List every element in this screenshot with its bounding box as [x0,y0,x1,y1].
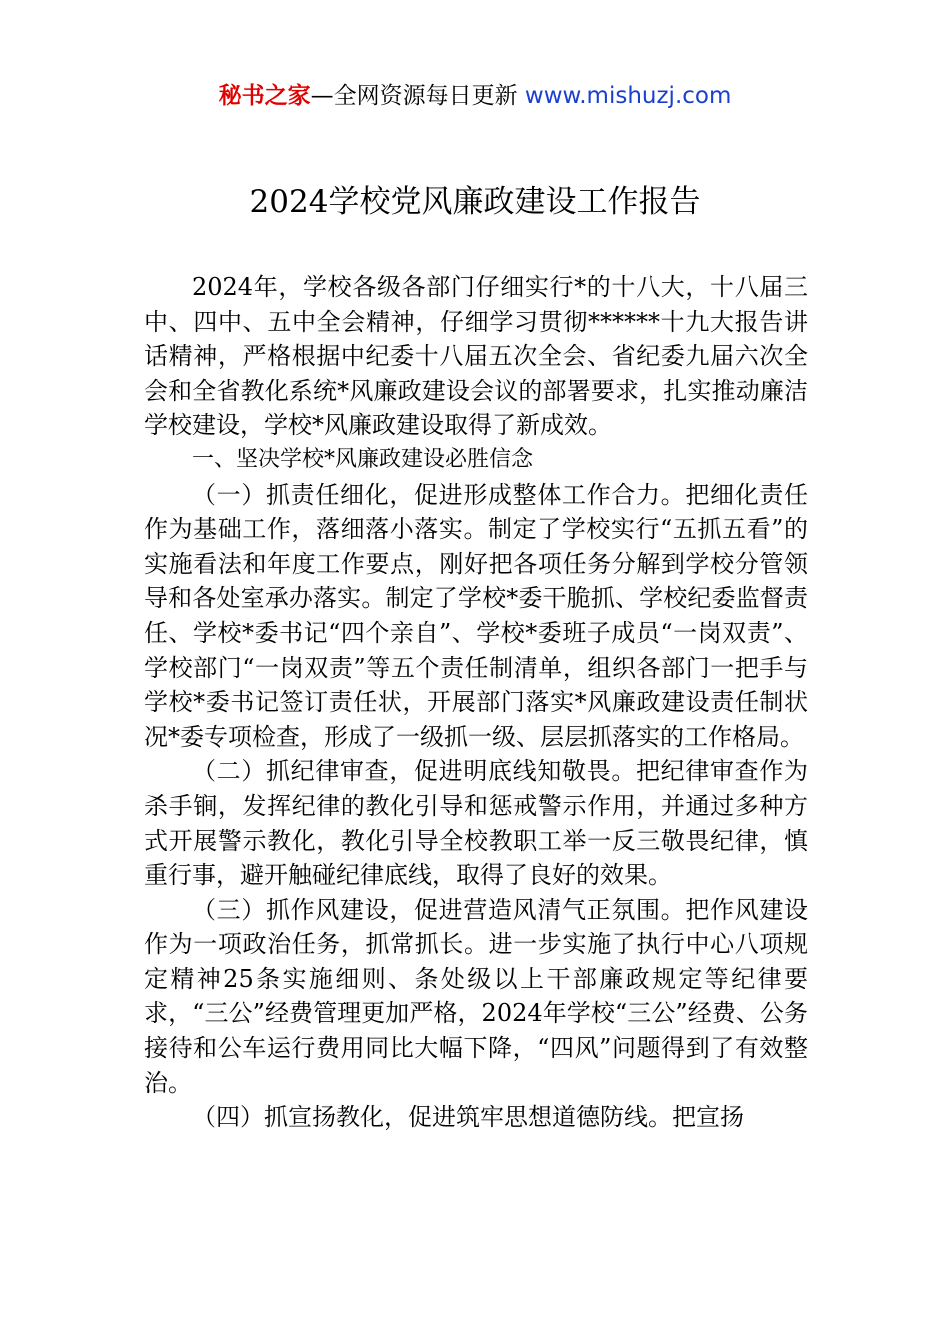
paragraph-work-style: （三）抓作风建设，促进营造风清气正氛围。把作风建设作为一项政治任务，抓常抓长。进一步实施了执行中心八项规定精神25条实施细则、条处级以上干部廉政规定等纪律要求，“三公”经费管理更加严格，2024年学校“三公”经费、公务接待和公车运行费用同比大幅下降，“四风”问题得到了有效整治。 [144,895,808,1097]
paragraph-education: （四）抓宣扬教化，促进筑牢思想道德防线。把宣扬 [192,1103,744,1132]
intro-paragraph: 2024年，学校各级各部门仔细实行*的十八大，十八届三中、四中、五中全会精神，仔细学习贯彻******十九大报告讲话精神，严格根据中纪委十八届五次全会、省纪委九届六次全会和全省教化系统*风廉政建设会议的部署要求，扎实推动廉洁学校建设，学校*风廉政建设取得了新成效。 [144,273,808,440]
site-url-link[interactable]: www.mishuzj.com [524,83,732,109]
section-heading-1: 一、坚决学校*风廉政建设必胜信念 [192,446,534,472]
site-header [0,80,950,112]
paragraph-discipline: （二）抓纪律审查，促进明底线知敬畏。把纪律审查作为杀手锏，发挥纪律的教化引导和惩戒警示作用，并通过多种方式开展警示教化，教化引导全校教职工举一反三敬畏纪律，慎重行事，避开触碰纪律底线，取得了良好的效果。 [144,757,808,890]
document-body [144,270,808,1135]
site-brand: 秘书之家 [218,83,311,109]
paragraph-responsibility: （一）抓责任细化，促进形成整体工作合力。把细化责任作为基础工作，落细落小落实。制定了学校实行“五抓五看”的实施看法和年度工作要点，刚好把各项任务分解到学校分管领导和各处室承办落实。制定了学校*委干脆抓、学校纪委监督责任、学校*委书记“四个亲自”、学校*委班子成员“一岗双责”、学校部门“一岗双责”等五个责任制清单，组织各部门一把手与学校*委书记签订责任状，开展部门落实*风廉政建设责任制状况*委专项检查，形成了一级抓一级、层层抓落实的工作格局。 [144,480,808,751]
site-tagline: —全网资源每日更新 [310,83,525,109]
document-title: 2024学校党风廉政建设工作报告 [249,184,701,220]
